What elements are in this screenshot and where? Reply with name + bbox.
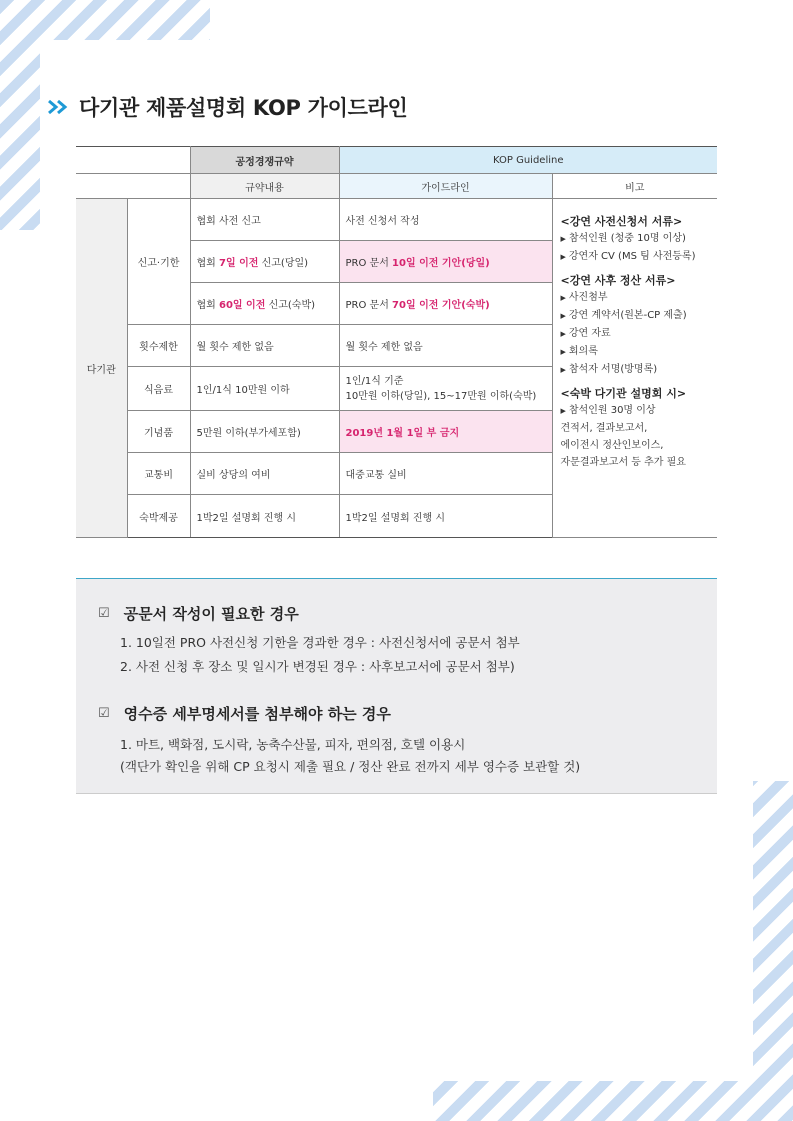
guide-cell: 1인/1식 기준 10만원 이하(당일), 15~17만원 이하(숙박) bbox=[339, 367, 552, 411]
rule-cell: 1인/1식 10만원 이하 bbox=[190, 367, 339, 411]
guide-cell: 대중교통 실비 bbox=[339, 453, 552, 495]
checkbox-icon: ☑ bbox=[98, 606, 110, 621]
highlight-text: 70일 이전 기안(숙박) bbox=[392, 300, 490, 311]
guide-cell-highlight: PRO 문서 10일 이전 기안(당일) bbox=[339, 241, 552, 283]
triangle-bullet-icon: ▶ bbox=[560, 366, 566, 374]
category-cell: 다기관 bbox=[76, 199, 127, 538]
checkbox-icon: ☑ bbox=[98, 706, 110, 721]
note-line: 자문결과보고서 등 추가 필요 bbox=[560, 457, 686, 468]
highlight-text: 10일 이전 기안(당일) bbox=[392, 258, 490, 269]
section-heading: ☑ 영수증 세부명세서를 첨부해야 하는 경우 bbox=[98, 705, 391, 723]
table-subheader-row bbox=[76, 174, 717, 199]
subcategory-cell: 교통비 bbox=[127, 453, 190, 495]
guide-cell: 월 횟수 제한 없음 bbox=[339, 325, 552, 367]
table-row bbox=[76, 199, 717, 241]
subcategory-cell: 식음료 bbox=[127, 367, 190, 411]
rule-cell: 1박2일 설명회 진행 시 bbox=[190, 495, 339, 538]
guide-cell: 1박2일 설명회 진행 시 bbox=[339, 495, 552, 538]
subheader-note: 비고 bbox=[552, 174, 717, 199]
note-item: ▶ 강연 계약서(원본-CP 제출) bbox=[560, 310, 687, 321]
subcategory-cell: 기념품 bbox=[127, 411, 190, 453]
subcategory-cell: 신고·기한 bbox=[127, 199, 190, 325]
subcategory-cell: 횟수제한 bbox=[127, 325, 190, 367]
double-chevron-icon bbox=[47, 99, 71, 115]
note-heading: <강연 사후 정산 서류> bbox=[560, 274, 676, 287]
section-item: 1. 10일전 PRO 사전신청 기한을 경과한 경우 : 사전신청서에 공문서 첨부 bbox=[120, 635, 520, 650]
note-item: ▶ 참석인원 (청중 10명 이상) bbox=[560, 233, 686, 244]
rule-cell: 월 횟수 제한 없음 bbox=[190, 325, 339, 367]
note-item: ▶ 강연 자료 bbox=[560, 328, 611, 339]
note-heading: <숙박 다기관 설명회 시> bbox=[560, 387, 687, 400]
highlight-text: 7일 이전 bbox=[219, 258, 259, 269]
note-item: ▶ 회의록 bbox=[560, 346, 598, 357]
rule-cell: 협회 60일 이전 신고(숙박) bbox=[190, 283, 339, 325]
note-line: 에이전시 정산인보이스, bbox=[560, 440, 664, 451]
header-kop-guideline: KOP Guideline bbox=[339, 147, 717, 174]
triangle-bullet-icon: ▶ bbox=[560, 235, 566, 243]
guideline-table bbox=[76, 146, 717, 538]
table-header-row bbox=[76, 147, 717, 174]
rule-cell: 협회 7일 이전 신고(당일) bbox=[190, 241, 339, 283]
subheader-guideline: 가이드라인 bbox=[339, 174, 552, 199]
header-fair-competition-code: 공정경쟁규약 bbox=[190, 147, 339, 174]
rule-cell: 5만원 이하(부가세포함) bbox=[190, 411, 339, 453]
note-item: ▶ 사진첨부 bbox=[560, 292, 608, 303]
section-item: (객단가 확인을 위해 CP 요청시 제출 필요 / 정산 완료 전까지 세부 영수증 보관할 것) bbox=[120, 759, 581, 774]
triangle-bullet-icon: ▶ bbox=[560, 312, 566, 320]
page-title: 다기관 제품설명회 KOP 가이드라인 bbox=[79, 96, 408, 120]
rule-cell: 실비 상당의 여비 bbox=[190, 453, 339, 495]
section-item: 1. 마트, 백화점, 도시락, 농축수산물, 피자, 편의점, 호텔 이용시 bbox=[120, 737, 466, 752]
triangle-bullet-icon: ▶ bbox=[560, 407, 566, 415]
guide-cell-highlight: 2019년 1월 1일 부 금지 bbox=[339, 411, 552, 453]
note-item: ▶ 강연자 CV (MS 팀 사전등록) bbox=[560, 251, 696, 262]
title-row bbox=[47, 92, 408, 122]
subcategory-cell: 숙박제공 bbox=[127, 495, 190, 538]
note-item: ▶ 참석인원 30명 이상 bbox=[560, 405, 656, 416]
subheader-rule-content: 규약내용 bbox=[190, 174, 339, 199]
section-item: 2. 사전 신청 후 장소 및 일시가 변경된 경우 : 사후보고서에 공문서 첨부) bbox=[120, 659, 515, 674]
highlight-text: 60일 이전 bbox=[219, 300, 266, 311]
triangle-bullet-icon: ▶ bbox=[560, 294, 566, 302]
rule-cell: 협회 사전 신고 bbox=[190, 199, 339, 241]
triangle-bullet-icon: ▶ bbox=[560, 348, 566, 356]
triangle-bullet-icon: ▶ bbox=[560, 330, 566, 338]
section-heading: ☑ 공문서 작성이 필요한 경우 bbox=[98, 605, 299, 623]
triangle-bullet-icon: ▶ bbox=[560, 253, 566, 261]
note-heading: <강연 사전신청서 서류> bbox=[560, 215, 683, 228]
guide-cell: PRO 문서 70일 이전 기안(숙박) bbox=[339, 283, 552, 325]
note-item: ▶ 참석자 서명(방명록) bbox=[560, 364, 658, 375]
info-box bbox=[76, 578, 717, 794]
note-line: 견적서, 결과보고서, bbox=[560, 423, 648, 434]
notes-cell bbox=[552, 199, 717, 538]
guide-cell: 사전 신청서 작성 bbox=[339, 199, 552, 241]
